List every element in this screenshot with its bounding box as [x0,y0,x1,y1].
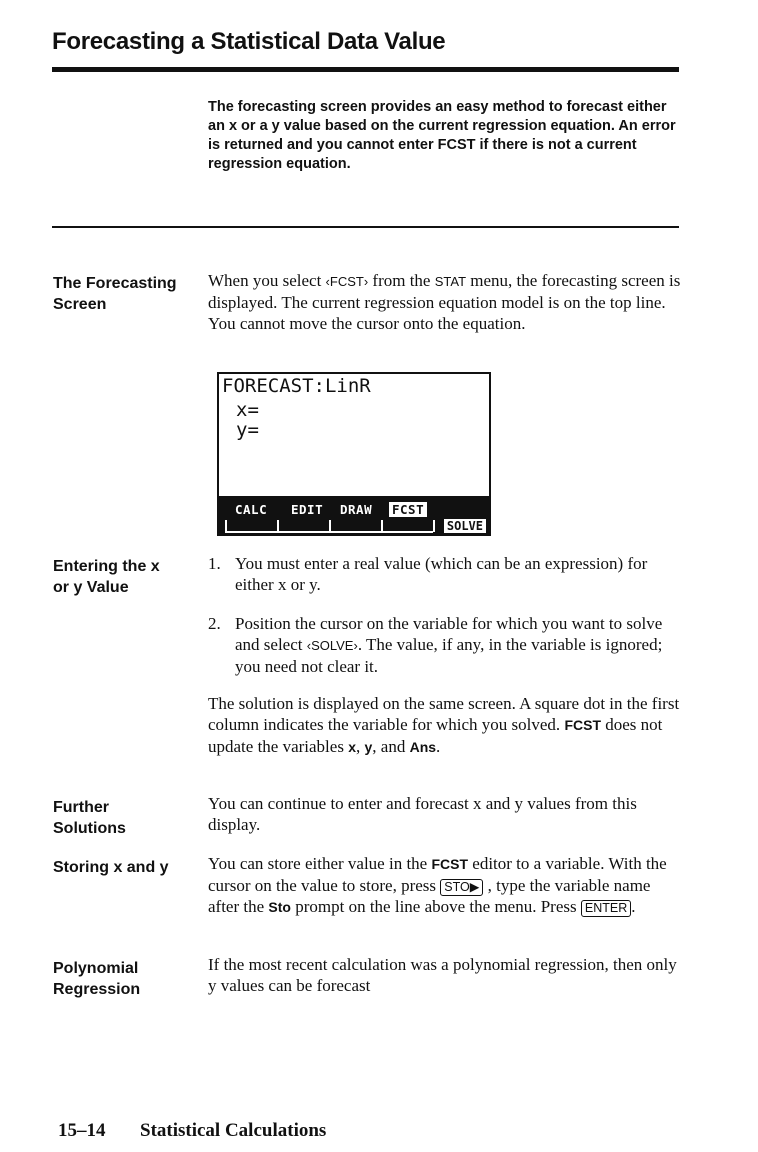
step-number: 1. [208,554,221,573]
text-run: menu, the forecasting screen is displayed. The current regression equation model is on the top line. You cannot move the cursor onto the equation. [208,271,681,333]
text-run: prompt on the line above the menu. Press [290,897,581,916]
text-run: , type the variable name after the [208,876,651,916]
page-footer [58,1120,326,1142]
step-2-text [235,613,685,677]
step-number: 2. [208,614,221,633]
softkey-divider [433,520,435,532]
var-ans: Ans [409,739,437,755]
page-title: Forecasting a Statistical Data Value [52,28,446,55]
solve-menu-item: ‹SOLVE› [306,638,358,653]
softkey-solve: SOLVE [444,519,486,533]
text-run: editor to a variable. With the cursor on the value to store, press [208,854,667,895]
calc-y-line: y= [236,419,259,441]
polynomial-text: If the most recent calculation was a polynomial regression, then only y values can be forecast [208,955,677,995]
calc-title-line: FORECAST:LinR [222,375,371,397]
calculator-screen [217,372,491,536]
var-y: y [364,739,373,755]
storing-text [208,853,683,918]
menu-fcst-selected: FCST [389,502,427,517]
solution-paragraph [208,693,683,758]
text-run: You can store either value in the [208,854,432,873]
softkey-baseline [225,531,433,533]
top-rule [52,67,679,72]
fcst-bold: FCST [431,856,469,872]
menu-calc: CALC [235,502,268,517]
chapter-title: Statistical Calculations [140,1120,327,1141]
menu-draw: DRAW [340,502,373,517]
enter-key: ENTER [581,900,631,917]
page-number: 15–14 [58,1120,106,1141]
step-1-text: You must enter a real value (which can be an expression) for either x or y. [235,554,648,594]
calc-x-line: x= [236,399,259,421]
fcst-bold: FCST [564,717,601,733]
section-heading-further [53,797,126,839]
text-run: , and [372,737,410,756]
fcst-menu-item: ‹FCST› [325,274,369,289]
section-rule [52,226,679,228]
forecasting-screen-text [208,270,683,334]
heading-line: Further [53,799,109,816]
text-run: . The value, if any, in the variable is ignored; you need not clear it. [235,635,663,676]
section-heading-storing [53,857,169,878]
calc-menu-bar [219,496,489,534]
text-run: The solution is displayed on the same screen. A square dot in the first column indicates the variable for which you solved. [208,694,680,734]
sto-prompt: Sto [268,899,291,915]
stat-label: STAT [434,274,467,289]
heading-line: or y Value [53,579,129,596]
heading-line: Solutions [53,820,126,837]
menu-edit: EDIT [291,502,324,517]
sto-key: STO▶ [440,879,483,896]
intro-paragraph: The forecasting screen provides an easy method to forecast either an x or a y value based on the current regression equation. An error is returned and you cannot enter FCST if there is not a current regression equation. [208,99,676,172]
text-run: . [631,897,636,916]
further-text: You can continue to enter and forecast x and y values from this display. [208,794,637,834]
text-run: When you select [208,271,326,290]
section-heading-entering [53,556,160,598]
text-run: does not update the variables [208,715,663,756]
heading-line: Polynomial [53,960,139,977]
heading-line: Screen [53,296,107,313]
heading-line: The Forecasting [53,275,177,292]
var-x: x [348,739,356,755]
text-run: . [436,737,441,756]
heading-line: Regression [53,981,141,998]
heading-line: Entering the x [53,558,160,575]
heading-line: Storing x and y [53,859,169,876]
text-run: from the [368,271,435,290]
section-heading-forecasting-screen [53,273,177,315]
text-run: , [356,737,365,756]
text-run: Position the cursor on the variable for which you want to solve and select [235,614,663,654]
section-heading-polynomial [53,958,140,1000]
